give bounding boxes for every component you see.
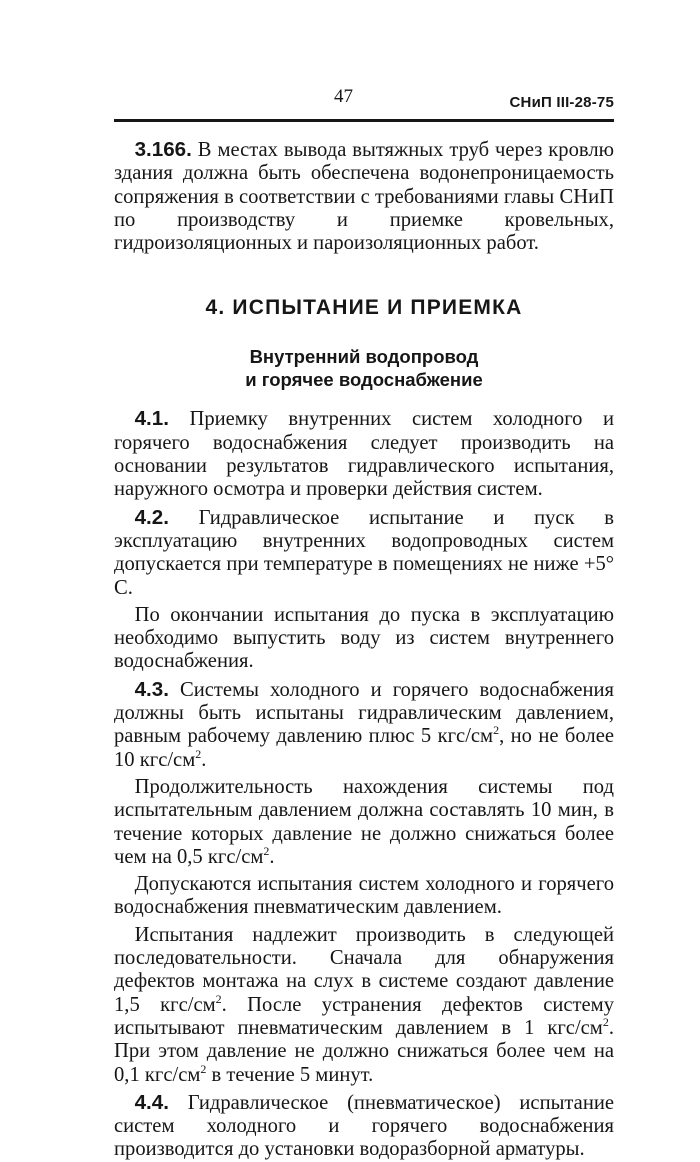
superscript: 2 [493, 723, 500, 738]
paragraph-4-1 [114, 407, 614, 501]
document-code: СНиП III-28-75 [509, 94, 614, 111]
paragraph-3-166 [114, 138, 614, 255]
clause-number: 3.166. [134, 138, 192, 161]
paragraph-4-3-sequence [114, 924, 614, 1087]
superscript: 2 [200, 1061, 207, 1076]
paragraph-4-2-continued [114, 604, 614, 674]
paragraph-text: . При этом давление не должно снижаться более чем на 0,1 кгс/см [114, 1016, 614, 1086]
paragraph-text: Испытания надлежит производить в следующей последовательности. Сначала для обнаружения дефектов монтажа на слух в системе создают давление 1,5 кгс/см [114, 923, 614, 1016]
clause-number: 4.4. [134, 1090, 169, 1114]
paragraph-text: Гидравлическое испытание и пуск в эксплуатацию внутренних водопроводных систем допускается при температуре в помещениях не ниже +5° С. [114, 506, 614, 599]
paragraph-4-2 [114, 506, 614, 600]
paragraph-4-3-pneumatic [114, 873, 614, 920]
superscript: 2 [195, 746, 202, 761]
superscript: 2 [215, 991, 222, 1006]
paragraph-4-3 [114, 678, 614, 772]
subsection-title [114, 345, 614, 391]
paragraph-text: Приемку внутренних систем холодного и горячего водоснабжения следует производить на основании результатов гидравлического испытания, наружного осмотра и проверки действия систем. [114, 408, 614, 501]
page-header [114, 86, 614, 116]
paragraph-text: Системы холодного и горячего водоснабжения должны быть испытаны гидравлическим давлением, равным рабочему давлению плюс 5 кгс/см [114, 678, 614, 748]
paragraph-text: Допускаются испытания систем холодного и горячего водоснабжения пневматическим давлением. [114, 873, 614, 919]
paragraph-text: . [269, 845, 275, 868]
paragraph-text: . После устранения дефектов систему испытывают пневматическим давлением в 1 кгс/см [114, 993, 614, 1039]
paragraph-text: Продолжительность нахождения системы под испытательным давлением должна составлять 10 мин, в течение которых давление не должно снижаться более чем на 0,5 кгс/см [114, 775, 614, 868]
clause-number: 4.3. [134, 677, 169, 701]
paragraph-4-3-duration [114, 776, 614, 869]
section-title: 4. ИСПЫТАНИЕ И ПРИЕМКА [205, 296, 523, 320]
paragraph-text: По окончании испытания до пуска в эксплуатацию необходимо выпустить воду из систем внутреннего водоснабжения. [114, 603, 614, 673]
paragraph-4-4 [114, 1091, 614, 1162]
header-rule [114, 119, 614, 122]
clause-number: 4.2. [134, 505, 169, 529]
paragraph-text: . [201, 748, 207, 771]
paragraph-text: , но не более 10 кгс/см [114, 725, 614, 771]
subsection-title-line-1: Внутренний водопровод [249, 346, 479, 368]
subsection-title-line-2: и горячее водоснабжение [245, 369, 483, 391]
page-content [114, 138, 614, 1162]
paragraph-text: в течение 5 минут. [206, 1063, 374, 1086]
page-number: 47 [334, 86, 353, 107]
superscript: 2 [602, 1015, 609, 1030]
paragraph-text: В местах вывода вытяжных труб через кровлю здания должна быть обеспечена водонепроницаемость сопряжения в соответствии с требованиями главы СНиП по производству и приемке кровельных, гидроизоляционных и пароизоляционных работ. [114, 139, 614, 255]
superscript: 2 [263, 843, 270, 858]
paragraph-text: Гидравлическое (пневматическое) испытание систем холодного и горячего водоснабжения производится до установки водоразборной арматуры. [114, 1091, 614, 1161]
clause-number: 4.1. [134, 407, 169, 431]
